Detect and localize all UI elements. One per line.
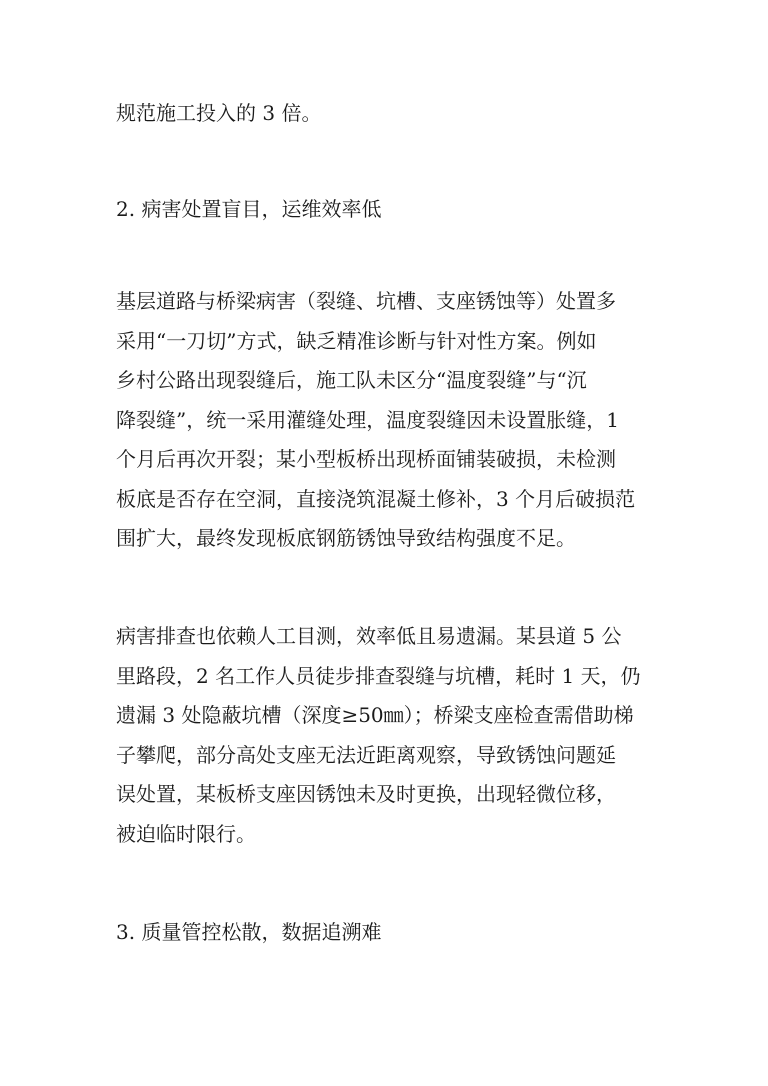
text-line: 里路段，2 名工作人员徒步排查裂缝与坑槽，耗时 1 天，仍	[116, 663, 641, 688]
heading-text: 3. 质量管控松散，数据追溯难	[116, 920, 382, 944]
paragraph-disease-handling	[116, 282, 656, 559]
section-3-heading	[116, 913, 656, 953]
heading-text: 2. 病害处置盲目，运维效率低	[116, 197, 382, 221]
text-line: 误处置，某板桥支座因锈蚀未及时更换，出现轻微位移，	[116, 782, 616, 806]
text-line: 遗漏 3 处隐蔽坑槽（深度≥50㎜）；桥梁支座检查需借助梯	[116, 703, 634, 727]
text-line: 板底是否存在空洞，直接浇筑混凝土修补，3 个月后破损范	[116, 486, 636, 511]
text-line: 乡村公路出现裂缝后，施工队未区分“温度裂缝”与“沉	[116, 368, 587, 392]
text-line: 基层道路与桥梁病害（裂缝、坑槽、支座锈蚀等）处置多	[116, 289, 616, 313]
continuation-text	[116, 94, 656, 134]
text-line: 采用“一刀切”方式，缺乏精准诊断与针对性方案。例如	[116, 328, 597, 353]
text-line: 降裂缝”，统一采用灌缝处理，温度裂缝因未设置胀缝，1	[116, 407, 619, 432]
paragraph-inspection	[116, 617, 656, 854]
text-line: 子攀爬，部分高处支座无法近距离观察，导致锈蚀问题延	[116, 742, 616, 767]
text-line: 被迫临时限行。	[116, 821, 256, 846]
text-line: 规范施工投入的 3 倍。	[116, 101, 322, 125]
text-line: 围扩大，最终发现板底钢筋锈蚀导致结构强度不足。	[116, 526, 576, 550]
section-2-heading	[116, 190, 656, 230]
text-line: 个月后再次开裂；某小型板桥出现桥面铺装破损，未检测	[116, 447, 616, 471]
text-line: 病害排查也依赖人工目测，效率低且易遗漏。某县道 5 公	[116, 624, 622, 648]
